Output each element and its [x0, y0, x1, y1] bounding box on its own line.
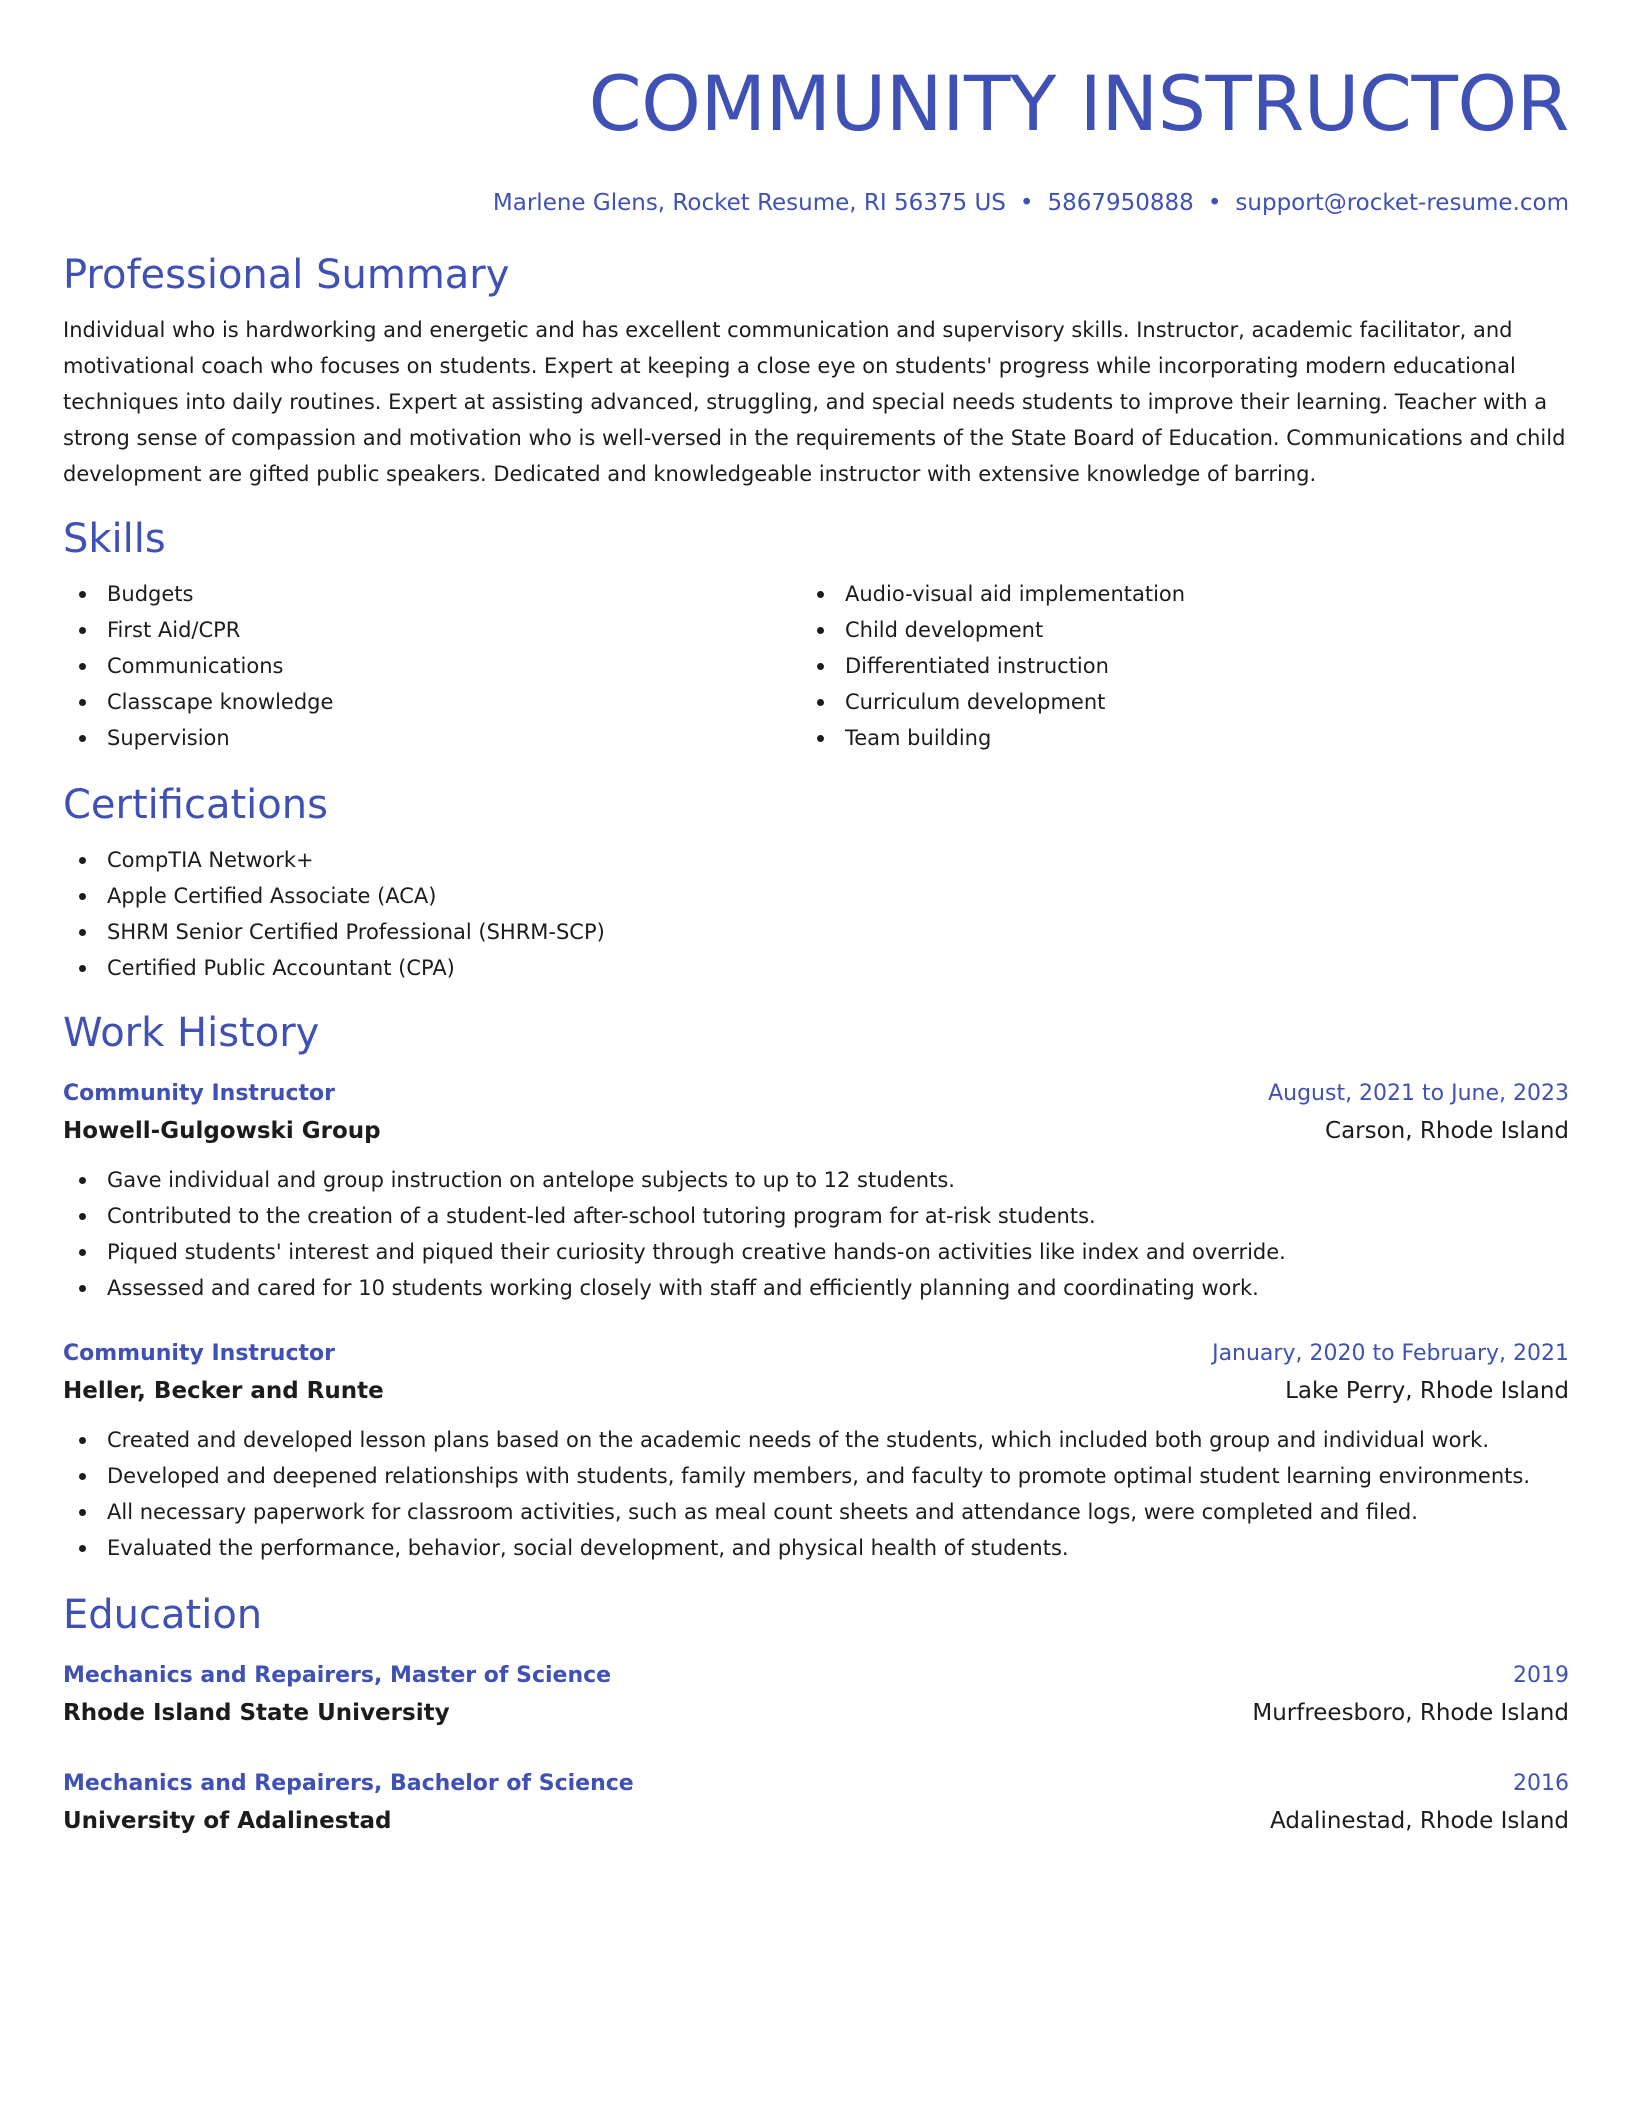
education-year: 2019: [1513, 1663, 1569, 1688]
skill-item: Budgets: [63, 576, 801, 612]
certifications-heading: Certifications: [63, 782, 328, 828]
education-school-row: [63, 1694, 1569, 1732]
summary-text: Individual who is hardworking and energetic and has excellent communication and supervisory skills. Instructor, academic facilitator, and motivational coach who focuses on students. Expert at keeping a close eye on students' progress while incorporating modern educational techniques into daily routines. Expert at assisting advanced, struggling, and special needs students to improve their learning. Teacher with a strong sense of compassion and motivation who is well-versed in the requirements of the State Board of Education. Communications and child development are gifted public speakers. Dedicated and knowledgeable instructor with extensive knowledge of barring.: [63, 318, 1566, 486]
education-entry: [63, 1766, 1569, 1840]
job-title: Community Instructor: [63, 1081, 335, 1106]
bullet-separator: •: [1019, 190, 1034, 216]
job-entry: [63, 1076, 1569, 1306]
job-bullet: Developed and deepened relationships with students, family members, and faculty to promote optimal student learning environments.: [63, 1458, 1569, 1494]
education-header-row: [63, 1658, 1569, 1694]
certification-item: CompTIA Network+: [63, 842, 1569, 878]
skill-item: Differentiated instruction: [801, 648, 1539, 684]
education-entry: [63, 1658, 1569, 1732]
job-bullets: [63, 1422, 1569, 1566]
job-bullet: Gave individual and group instruction on antelope subjects to up to 12 students.: [63, 1162, 1569, 1198]
job-header-row: [63, 1336, 1569, 1372]
skills-column-right: [801, 576, 1539, 756]
job-bullet: Created and developed lesson plans based on the academic needs of the students, which included both group and individual work.: [63, 1422, 1569, 1458]
bullet-separator: •: [1207, 190, 1222, 216]
certification-item: SHRM Senior Certified Professional (SHRM-SCP): [63, 914, 1569, 950]
education-degree: Mechanics and Repairers, Bachelor of Science: [63, 1771, 634, 1796]
certification-item: Apple Certified Associate (ACA): [63, 878, 1569, 914]
job-company: Howell-Gulgowski Group: [63, 1118, 381, 1144]
job-company-row: [63, 1372, 1569, 1410]
education-location: Adalinestad, Rhode Island: [1270, 1808, 1569, 1834]
job-location: Lake Perry, Rhode Island: [1285, 1378, 1569, 1404]
work-history-heading: Work History: [63, 1010, 320, 1056]
education-heading: Education: [63, 1592, 263, 1638]
skill-item: Audio-visual aid implementation: [801, 576, 1539, 612]
job-bullet: Assessed and cared for 10 students working closely with staff and efficiently planning and coordinating work.: [63, 1270, 1569, 1306]
skill-item: Curriculum development: [801, 684, 1539, 720]
certifications-list: [63, 842, 1569, 986]
job-bullets: [63, 1162, 1569, 1306]
job-entry: [63, 1336, 1569, 1566]
education-location: Murfreesboro, Rhode Island: [1252, 1700, 1569, 1726]
job-company-row: [63, 1112, 1569, 1150]
education-header-row: [63, 1766, 1569, 1802]
contact-email: support@rocket-resume.com: [1235, 190, 1569, 216]
job-bullet: Contributed to the creation of a student-led after-school tutoring program for at-risk students.: [63, 1198, 1569, 1234]
resume-title: COMMUNITY INSTRUCTOR: [588, 59, 1569, 148]
job-header-row: [63, 1076, 1569, 1112]
skills-list: [63, 576, 1569, 756]
job-dates: January, 2020 to February, 2021: [1212, 1341, 1569, 1366]
skills-column-left: [63, 576, 801, 756]
job-bullet: All necessary paperwork for classroom activities, such as meal count sheets and attendance logs, were completed and filed.: [63, 1494, 1569, 1530]
contact-phone: 5867950888: [1047, 190, 1194, 216]
job-title: Community Instructor: [63, 1341, 335, 1366]
skill-item: First Aid/CPR: [63, 612, 801, 648]
contact-address: Marlene Glens, Rocket Resume, RI 56375 US: [492, 190, 1006, 216]
summary-heading: Professional Summary: [63, 252, 510, 298]
education-degree: Mechanics and Repairers, Master of Science: [63, 1663, 612, 1688]
job-location: Carson, Rhode Island: [1325, 1118, 1569, 1144]
skills-heading: Skills: [63, 516, 166, 562]
skill-item: Team building: [801, 720, 1539, 756]
job-dates: August, 2021 to June, 2023: [1268, 1081, 1569, 1106]
skill-item: Communications: [63, 648, 801, 684]
job-company: Heller, Becker and Runte: [63, 1378, 384, 1404]
skill-item: Child development: [801, 612, 1539, 648]
skill-item: Classcape knowledge: [63, 684, 801, 720]
job-bullet: Evaluated the performance, behavior, social development, and physical health of students.: [63, 1530, 1569, 1566]
education-year: 2016: [1513, 1771, 1569, 1796]
skill-item: Supervision: [63, 720, 801, 756]
education-school: University of Adalinestad: [63, 1808, 392, 1834]
education-school-row: [63, 1802, 1569, 1840]
job-bullet: Piqued students' interest and piqued their curiosity through creative hands-on activities like index and override.: [63, 1234, 1569, 1270]
education-school: Rhode Island State University: [63, 1700, 450, 1726]
certification-item: Certified Public Accountant (CPA): [63, 950, 1569, 986]
contact-line: [63, 190, 1569, 216]
